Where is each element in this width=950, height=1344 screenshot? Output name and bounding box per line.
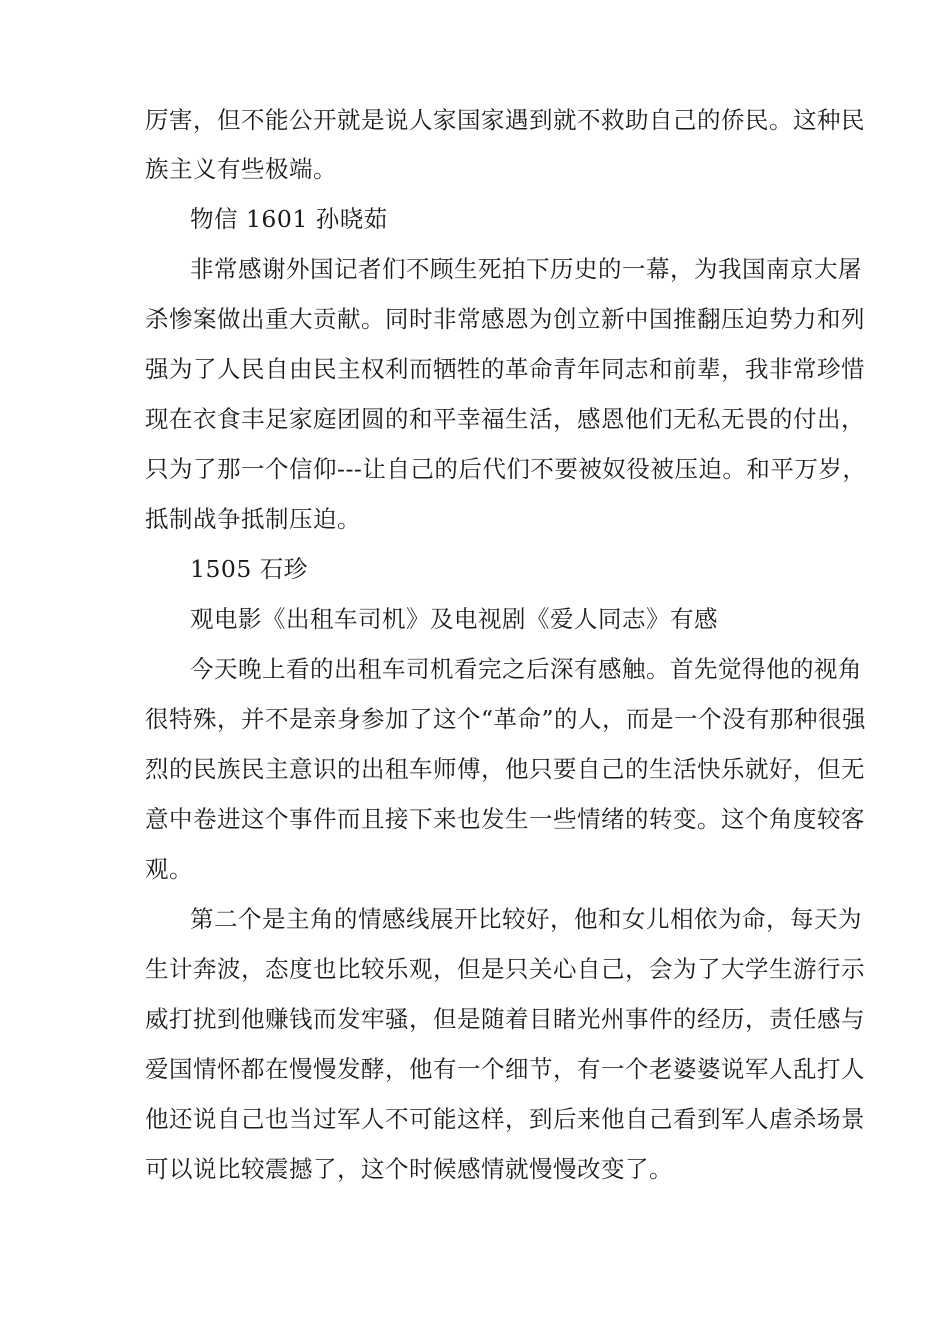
text-line: 观。 [145,855,193,883]
text-line: 第二个是主角的情感线展开比较好，他和女儿相依为命，每天为 [190,905,862,933]
text-line: 只为了那一个信仰---让自己的后代们不要被奴役被压迫。和平万岁， [145,455,867,483]
text-line: 现在衣食丰足家庭团圆的和平幸福生活，感恩他们无私无畏的付出， [145,405,865,433]
text-line: 抵制战争抵制压迫。 [145,505,361,533]
text-line: 非常感谢外国记者们不顾生死拍下历史的一幕，为我国南京大屠 [190,255,862,283]
text-line: 很特殊，并不是亲身参加了这个“革命”的人，而是一个没有那种很强 [145,705,867,733]
text-line: 生计奔波，态度也比较乐观，但是只关心自己，会为了大学生游行示 [145,955,865,983]
essay-title: 观电影《出租车司机》及电视剧《爱人同志》有感 [190,605,718,633]
text-line: 烈的民族民主意识的出租车师傅，他只要自己的生活快乐就好，但无 [145,755,865,783]
text-line: 强为了人民自由民主权利而牺牲的革命青年同志和前辈，我非常珍惜 [145,355,865,383]
text-line: 他还说自己也当过军人不可能这样，到后来他自己看到军人虐杀场景 [145,1105,865,1133]
author-line: 物信 1601 孙晓茹 [190,205,388,233]
text-line: 意中卷进这个事件而且接下来也发生一些情绪的转变。这个角度较客 [145,805,865,833]
text-line: 可以说比较震撼了，这个时候感情就慢慢改变了。 [145,1155,673,1183]
text-line: 今天晚上看的出租车司机看完之后深有感触。首先觉得他的视角 [190,655,862,683]
text-line: 威打扰到他赚钱而发牢骚，但是随着目睹光州事件的经历，责任感与 [145,1005,865,1033]
text-line: 族主义有些极端。 [145,155,337,183]
text-line: 厉害，但不能公开就是说人家国家遇到就不救助自己的侨民。这种民 [145,106,865,134]
text-line: 杀惨案做出重大贡献。同时非常感恩为创立新中国推翻压迫势力和列 [145,305,865,333]
text-line: 爱国情怀都在慢慢发酵，他有一个细节，有一个老婆婆说军人乱打人 [145,1055,865,1083]
author-line: 1505 石珍 [190,555,308,583]
